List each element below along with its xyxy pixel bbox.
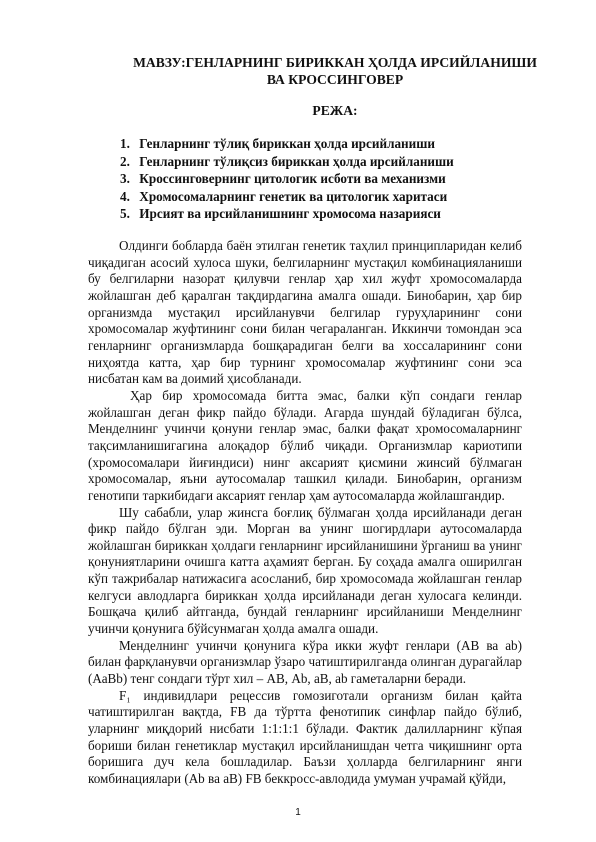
plan-item: [120, 170, 454, 188]
paragraph: Шу сабабли, улар жинсга боғлиқ бўлмаган ҳолда ирсийланади деган фикр пайдо бўлган эди. Морган ва унинг шогирдлари аутосомаларда жойлашган бириккан ҳолдаги генларнинг ирсийланишини ўрганиш ва унинг қонуниятларини очишга катта аҳамият берган. Бу соҳада амалга оширилган кўп тажрибалар натижасига асосланиб, бир хромосомада жойлашган генлар келгуси авлодларга бириккан ҳолда ирсийланади деган хулосага келинди. Бошқача қилиб айтганда, бундай генларнинг ирсийланиши Менделнинг учинчи қонунига бўйсунмаган ҳолда амалга ошади.: [88, 504, 522, 637]
plan-item: [120, 153, 454, 171]
title-line-1: МАВЗУ:ГЕНЛАРНИНГ БИРИККАН ҲОЛДА ИРСИЙЛАНИШИ: [133, 55, 537, 70]
plan-item-number: 2.: [120, 153, 130, 169]
plan-item-number: 1.: [120, 136, 130, 151]
plan-item-text: Генларнинг тўлиқ бириккан ҳолда ирсийланиши: [139, 136, 435, 151]
plan-item-text: Генларнинг тўлиқсиз бириккан ҳолда ирсийланиши: [139, 153, 454, 169]
page-number: 1: [295, 807, 301, 818]
body-text: [88, 238, 522, 788]
plan-item: [120, 205, 454, 223]
plan-item-text: Ирсият ва ирсийланишнинг хромосома назарияси: [139, 206, 441, 222]
plan-heading: РЕЖА:: [312, 103, 358, 118]
document-title: [60, 54, 596, 88]
plan-item-number: 3.: [120, 171, 130, 187]
paragraph: Олдинги бобларда баён этилган генетик таҳлил принципларидан келиб чиқадиган асосий хулоса шуки, белгиларнинг мустақил комбинацияланиши бу белгиларни назорат қилувчи генлар ҳар хил жуфт хромосомаларда жойлашган деб қаралган тақдирдагина амалга ошади. Бинобарин, ҳар бир организмда мустақил ирсийланувчи белгилар гуруҳларининг сони хромосомалар жуфтининг сони билан чегараланган. Иккинчи томондан эса генларнинг организмларда бошқарадиган белги ва хоссаларининг сони ниҳоятда катта, ҳар бир турнинг хромосомалар жуфтининг сони эса нисбатан кам ва доимий ҳисобланади.: [88, 238, 522, 387]
plan-item-text: Хромосомаларнинг генетик ва цитологик харитаси: [139, 188, 448, 204]
plan-item-text: Кроссинговернинг цитологик исботи ва механизми: [139, 171, 446, 187]
paragraph: Ҳар бир хромосомада битта эмас, балки кўп сондаги генлар жойлашган деган фикр пайдо бўлади. Агарда шундай бўладиган бўлса, Менделнинг учинчи қонуни генлар эмас, балки фақат хромосомаларнинг тақсимланишигагина алоқадор бўлиб чиқади. Организмлар кариотипи (хромосомалари йиғиндиси) нинг аксарият қисмини жинсий бўлмаган хромосомалар, яъни аутосомалар ташкил қилади. Бинобарин, организм генотипи таркибидаги аксарият генлар ҳам аутосомаларда жойлашгандир.: [88, 387, 522, 503]
paragraph: F₁ индивидлари рецессив гомозиготали организм билан қайта чатиштирилган вақтда, FB да тўртта фенотипик синфлар пайдо бўлиб, уларнинг миқдорий нисбати 1:1:1:1 бўлади. Фактик далилларнинг кўпая бориши билан генетиклар мустақил ирсийланишдан четга чиқишнинг орта боришига дуч кела бошладилар. Баъзи ҳолларда белгиларнинг янги комбинациялари (Аb ва аВ) FB беккросс-авлодида умуман учрамай қўйди,: [88, 687, 522, 786]
plan-list: [120, 135, 454, 223]
plan-item-number: 4.: [120, 188, 130, 204]
plan-item: [120, 188, 454, 206]
paragraph: Менделнинг учинчи қонунига кўра икки жуфт генлари (АВ ва аb) билан фарқланувчи организмлар ўзаро чатиштирилганда олинган дурагайлар (АаВb) тенг сондаги тўрт хил – АВ, Аb, аВ, аb гаметаларни беради.: [88, 637, 522, 687]
title-line-2: ВА КРОССИНГОВЕР: [266, 72, 404, 87]
plan-item-number: 5.: [120, 206, 130, 222]
plan-item: [120, 135, 454, 153]
